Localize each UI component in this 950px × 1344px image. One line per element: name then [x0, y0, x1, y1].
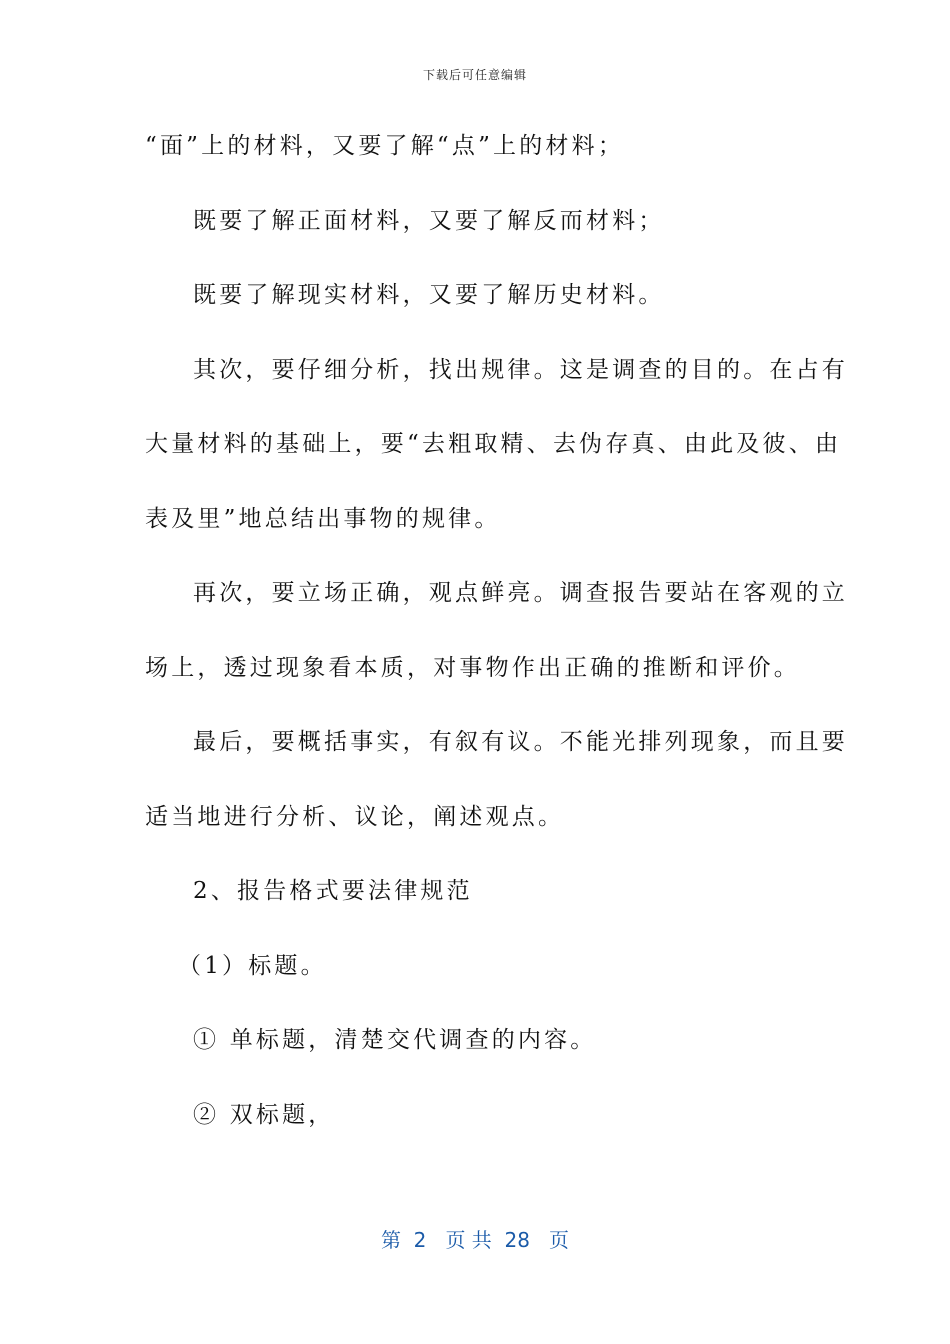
paragraph-line: 其次，要仔细分析，找出规律。这是调查的目的。在占有 [193, 356, 848, 383]
paragraph-line: 适当地进行分析、议论，阐述观点。 [145, 803, 565, 830]
list-item: ② 双标题， [193, 1101, 335, 1128]
paragraph-line: 大量材料的基础上，要“去粗取精、去伪存真、由此及彼、由 [145, 431, 842, 457]
list-item: ① 单标题，清楚交代调查的内容。 [193, 1027, 597, 1053]
paragraph-line: “面”上的材料，又要了解“点”上的材料； [145, 133, 625, 159]
document-body [145, 123, 848, 1166]
paragraph-line: 表及里”地总结出事物的规律。 [145, 505, 501, 532]
paragraph-line: 场上，透过现象看本质，对事物作出正确的推断和评价。 [145, 654, 800, 681]
paragraph-line: 最后，要概括事实，有叙有议。不能光排列现象，而且要 [193, 729, 848, 755]
subsection-heading: （1）标题。 [178, 952, 327, 979]
page-header: 下载后可任意编辑 [422, 68, 527, 82]
page-number-footer: 第 2 页 共 28 页 [380, 1228, 570, 1252]
paragraph-line: 既要了解现实材料，又要了解历史材料。 [193, 282, 665, 308]
paragraph-line: 再次，要立场正确，观点鲜亮。调查报告要站在客观的立 [193, 580, 848, 606]
section-heading: 2、报告格式要法律规范 [193, 878, 473, 904]
paragraph-line: 既要了解正面材料，又要了解反而材料； [193, 207, 665, 234]
